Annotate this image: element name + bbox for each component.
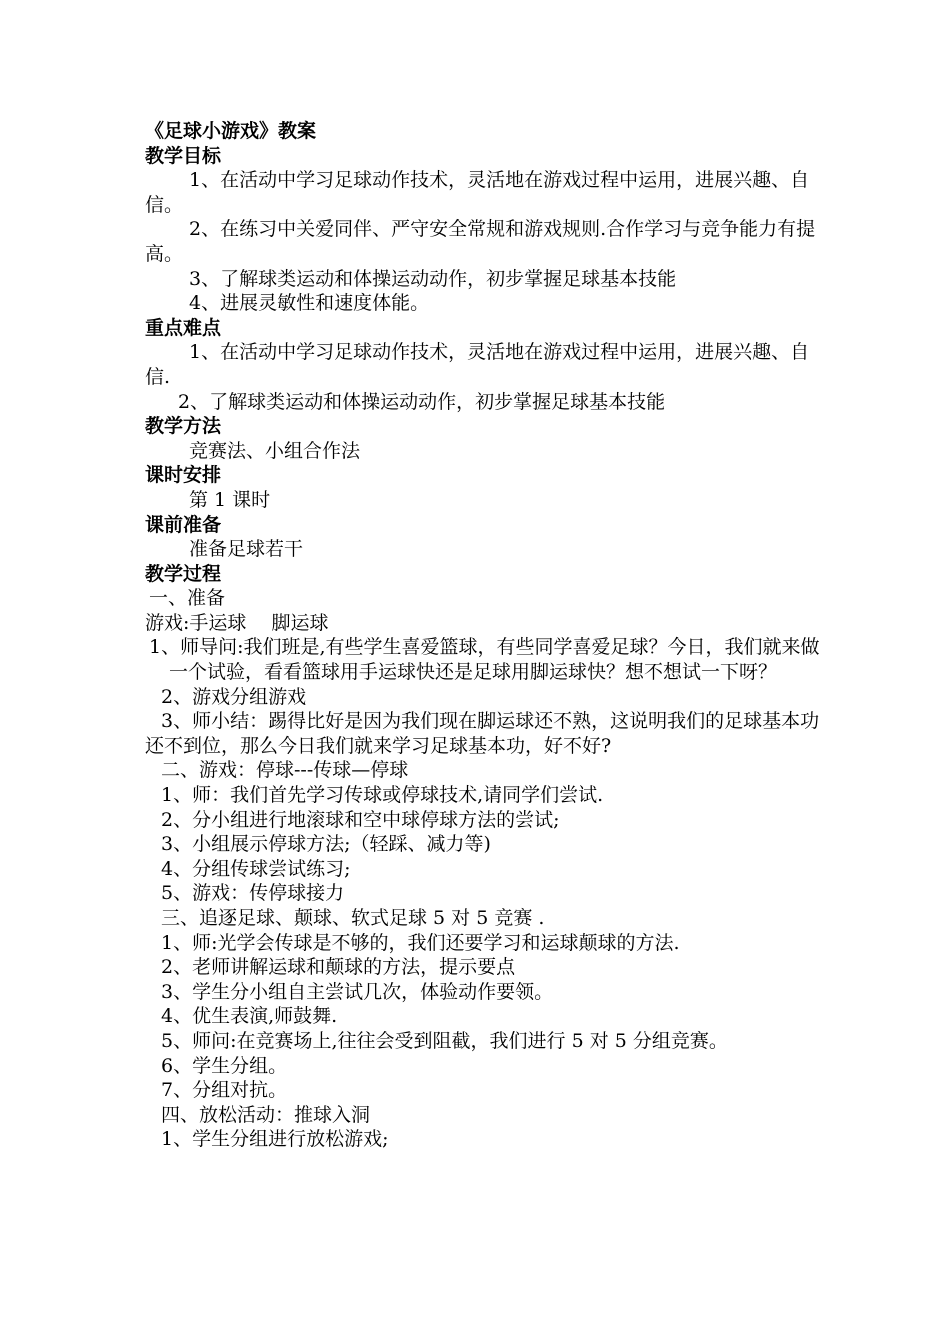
key-point-item: 1、在活动中学习足球动作技术，灵活地在游戏过程中运用，进展兴趣、自信. (145, 341, 810, 388)
part3-item: 7、分组对抗。 (161, 1079, 288, 1102)
objectives-heading: 教学目标 (145, 144, 222, 167)
part3-item: 2、老师讲解运球和颠球的方法，提示要点 (161, 956, 516, 979)
part2-title: 二、游戏：停球---传球—停球 (161, 759, 409, 782)
key-point-item: 2、了解球类运动和体操运动动作，初步掌握足球基本技能 (178, 390, 666, 413)
part3-item: 3、学生分小组自主尝试几次，体验动作要领。 (161, 980, 554, 1003)
objective-item: 2、在练习中关爱同伴、严守安全常规和游戏规则.合作学习与竞争能力有提高。 (145, 218, 816, 265)
document-page (145, 119, 825, 1152)
part1-item: 2、游戏分组游戏 (161, 685, 307, 708)
part2-item: 3、小组展示停球方法;（轻踩、减力等) (161, 833, 491, 856)
part2-item: 2、分小组进行地滚球和空中球停球方法的尝试; (161, 808, 560, 831)
part4-title: 四、放松活动：推球入洞 (161, 1103, 371, 1126)
part3-item: 5、师问:在竞赛场上,往往会受到阻截，我们进行 5 对 5 分组竞赛。 (161, 1029, 728, 1052)
schedule-heading: 课时安排 (145, 464, 222, 487)
preparation-text: 准备足球若干 (189, 538, 304, 561)
document-title: 《足球小游戏》教案 (145, 120, 317, 142)
part1-game: 游戏:手运球 脚运球 (145, 611, 329, 634)
key-points-heading: 重点难点 (145, 316, 222, 339)
objective-item: 4、进展灵敏性和速度体能。 (189, 292, 430, 315)
part3-item: 6、学生分组。 (161, 1054, 288, 1077)
part2-item: 4、分组传球尝试练习; (161, 857, 351, 880)
objective-item: 3、了解球类运动和体操运动动作，初步掌握足球基本技能 (189, 267, 677, 290)
part3-item: 4、优生表演,师鼓舞. (161, 1005, 338, 1028)
part1-title: 一、准备 (149, 587, 226, 610)
part2-item: 5、游戏：传停球接力 (161, 882, 345, 905)
process-heading: 教学过程 (145, 562, 222, 585)
part1-item: 1、师导问:我们班是,有些学生喜爱篮球，有些同学喜爱足球？今日，我们就来做一个试验，看看篮球用手运球快还是足球用脚运球快？想不想试一下呀？ (149, 636, 820, 684)
part2-item: 1、师：我们首先学习传球或停球技术,请同学们尝试. (161, 784, 604, 807)
schedule-text: 第 1 课时 (189, 488, 271, 511)
preparation-heading: 课前准备 (145, 513, 222, 536)
methods-text: 竞赛法、小组合作法 (189, 439, 361, 462)
part3-title: 三、追逐足球、颠球、软式足球 5 对 5 竞赛 . (161, 907, 545, 929)
part1-item: 3、师小结：踢得比好是因为我们现在脚运球还不熟，这说明我们的足球基本功还不到位，那么今日我们就来学习足球基本功，好不好? (145, 710, 820, 757)
objective-item: 1、在活动中学习足球动作技术，灵活地在游戏过程中运用，进展兴趣、自信。 (145, 169, 810, 216)
methods-heading: 教学方法 (145, 415, 222, 438)
part4-item: 1、学生分组进行放松游戏; (161, 1128, 389, 1151)
part3-item: 1、师:光学会传球是不够的，我们还要学习和运球颠球的方法. (161, 931, 680, 954)
